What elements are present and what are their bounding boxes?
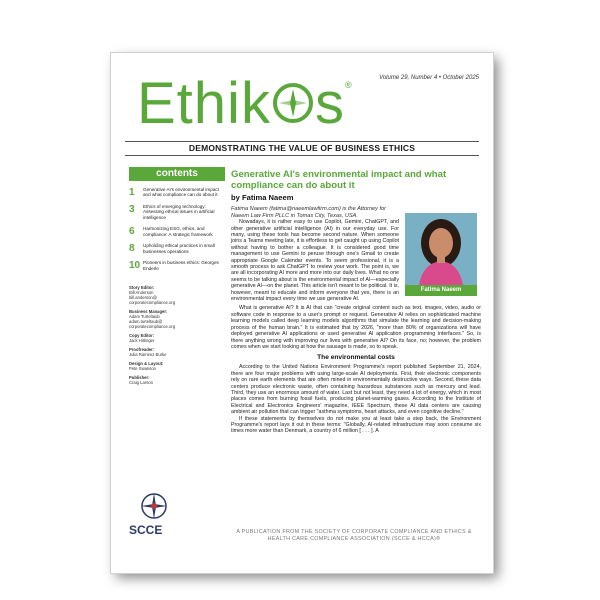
- article-headline: Generative AI's environmental impact and what compliance can do about it: [231, 169, 447, 191]
- toc-item: [129, 226, 225, 237]
- article-paragraph: If these statements by themselves do not make you at least take a step back, the Environment Programme's report lays it out in these terms: "Globally, AI-related infrastructure may soon consume six times more water than Denmark, a country of 6 million [ . . . ]. A: [231, 415, 481, 435]
- author-photo-box: [405, 213, 477, 297]
- compass-o-icon: [271, 81, 315, 125]
- staff-detail: Julia Ramirez Burke: [129, 352, 167, 358]
- staff-list: [129, 285, 225, 385]
- staff-role: Story Editor:: [129, 285, 155, 291]
- issue-line: Volume 29, Number 4 • October 2025: [379, 75, 479, 81]
- scce-logo-text: SCCE: [129, 523, 163, 537]
- staff-detail: corporatecompliance.org: [129, 324, 176, 330]
- toc-page-number: 3: [129, 204, 135, 215]
- ethikos-logo: [137, 71, 353, 136]
- author-portrait-image: [405, 213, 477, 285]
- staff-detail: corporatecompliance.org: [129, 300, 176, 306]
- toc-item: [129, 260, 225, 271]
- toc-page-number: 6: [129, 226, 135, 238]
- author-photo: [405, 213, 477, 285]
- staff-detail: Jack Hittinger: [129, 338, 155, 344]
- staff-role: Business Manager:: [129, 309, 168, 315]
- photo-caption: Fatima Naeem: [405, 285, 477, 296]
- staff-detail: Adam Turteltaub: [129, 314, 160, 320]
- registered-mark: ®: [344, 80, 353, 90]
- toc-page-number: 10: [129, 260, 141, 272]
- staff-detail: Pete Swanson: [129, 366, 157, 372]
- article: [231, 169, 481, 435]
- article-paragraph: Nowadays, it is rather easy to use Copilot, Gemini, ChatGPT, and other generative artificial intelligence (AI) in our everyday use. For many, using these tools has become second nature. When someone joins a Teams meeting late, it is effortless to get caught up using Copilot without having to bother a colleague. It is considered good time management to use Gemini to peruse through one's Gmail to create appropriate Google Calendar events. To seem professional, it is a smooth process to ask ChatGPT to review your work. The point is, we are all incorporating AI more and more into our daily lives. What no one seems to be talking about is the environmental impact of AI—especially generative AI—on the planet. This article isn't meant to be political. It is, however, meant to educate and inform everyone that yes, there is an environmental impact every time we use generative AI.: [231, 219, 399, 303]
- staff-role: Design & Layout:: [129, 361, 164, 367]
- author-note: Fatima Naeem (fatima@naeemlawfirm.com) is the Attorney for Naeem Law Firm PLLC in Tomas City, Texas, USA.: [231, 206, 386, 219]
- staff-detail: Craig Larson: [129, 380, 153, 386]
- section-body: [231, 364, 481, 434]
- newsletter-page: [110, 52, 494, 574]
- toc-item: [129, 187, 225, 198]
- staff-detail: Bill Anderson: [129, 290, 154, 296]
- staff-detail: adam.turteltaub@: [129, 319, 163, 325]
- toc-item: [129, 204, 225, 220]
- table-of-contents: [129, 187, 225, 271]
- toc-page-number: 1: [129, 187, 135, 198]
- toc-title: Upholding ethical practices in small businesses operations: [143, 243, 215, 254]
- staff-role: Proofreader:: [129, 347, 155, 353]
- toc-item: [129, 243, 225, 254]
- publication-line: A PUBLICATION FROM THE SOCIETY OF CORPORATE COMPLIANCE AND ETHICS & HEALTH CARE COMPLIANCE ASSOCIATION (SCCE & HCCA)®: [236, 529, 472, 542]
- section-heading: The environmental costs: [317, 354, 395, 362]
- staff-role: Publisher:: [129, 375, 150, 381]
- toc-page-number: 8: [129, 243, 135, 255]
- tagline: DEMONSTRATING THE VALUE OF BUSINESS ETHICS: [188, 143, 416, 153]
- article-body: [231, 305, 481, 350]
- article-paragraph: What is generative AI? It is AI that can "create original content such as text, images, video, audio or software code in response to a user's prompt or request. Generative AI relies on sophisticated machine learning models called deep learning models algorithms that simulate the learning and decision-making process of the human brain." It is estimated that by 2026, "more than 80% of organizations will have deployed generative AI applications or used generative AI application programming interfaces." So, is there anything wrong with improving our lives with generative AI? On its face, no; however, the problem comes when we start looking at how the sausage is made, so to speak.: [231, 305, 481, 350]
- masthead: [111, 53, 493, 161]
- logo-text-part-1: Ethik: [137, 71, 271, 136]
- toc-title: Harmonizing ESG, ethics, and compliance: A strategic framework: [143, 226, 213, 237]
- staff-role: Copy Editor:: [129, 333, 155, 339]
- toc-title: Generative AI's environmental impact and what compliance can do about it: [143, 187, 219, 198]
- article-paragraph: According to the United Nations Environment Programme's report published September 21, 2024, there are four major problems with using large-scale AI deployments. First, their electronic components rely on rare earth elements that are often mined in environmentally destructive ways. Second, these data centers produce electronic waste, often containing hazardous substances such as mercury and lead. Third, they use an enormous amount of water. Last but not least, they need a lot of energy, which in most places comes from burning fossil fuels, producing planet-warming gases. According to the Institute of Electrical and Electronics Engineers' magazine, IEEE Spectrum, these AI data centers are causing ambient air pollution that can trigger "asthma symptoms, heart attacks, and even cognitive decline.": [231, 364, 481, 416]
- sidebar: [129, 161, 225, 385]
- contents-heading: contents: [129, 167, 225, 181]
- tagline-top-rule: [125, 141, 479, 142]
- article-intro: [231, 219, 399, 302]
- article-byline: by Fatima Naeem: [231, 193, 294, 202]
- tagline-bottom-rule: [125, 155, 479, 156]
- scce-compass-icon: [139, 491, 169, 521]
- toc-title: Ethics of emerging technology: Assessing ethical issues in artificial intelligence: [143, 204, 215, 220]
- logo-text-part-2: s: [314, 71, 345, 136]
- toc-title: Pioneers in business ethics: Georges Enderle: [143, 260, 219, 271]
- staff-detail: bill.anderson@: [129, 295, 157, 301]
